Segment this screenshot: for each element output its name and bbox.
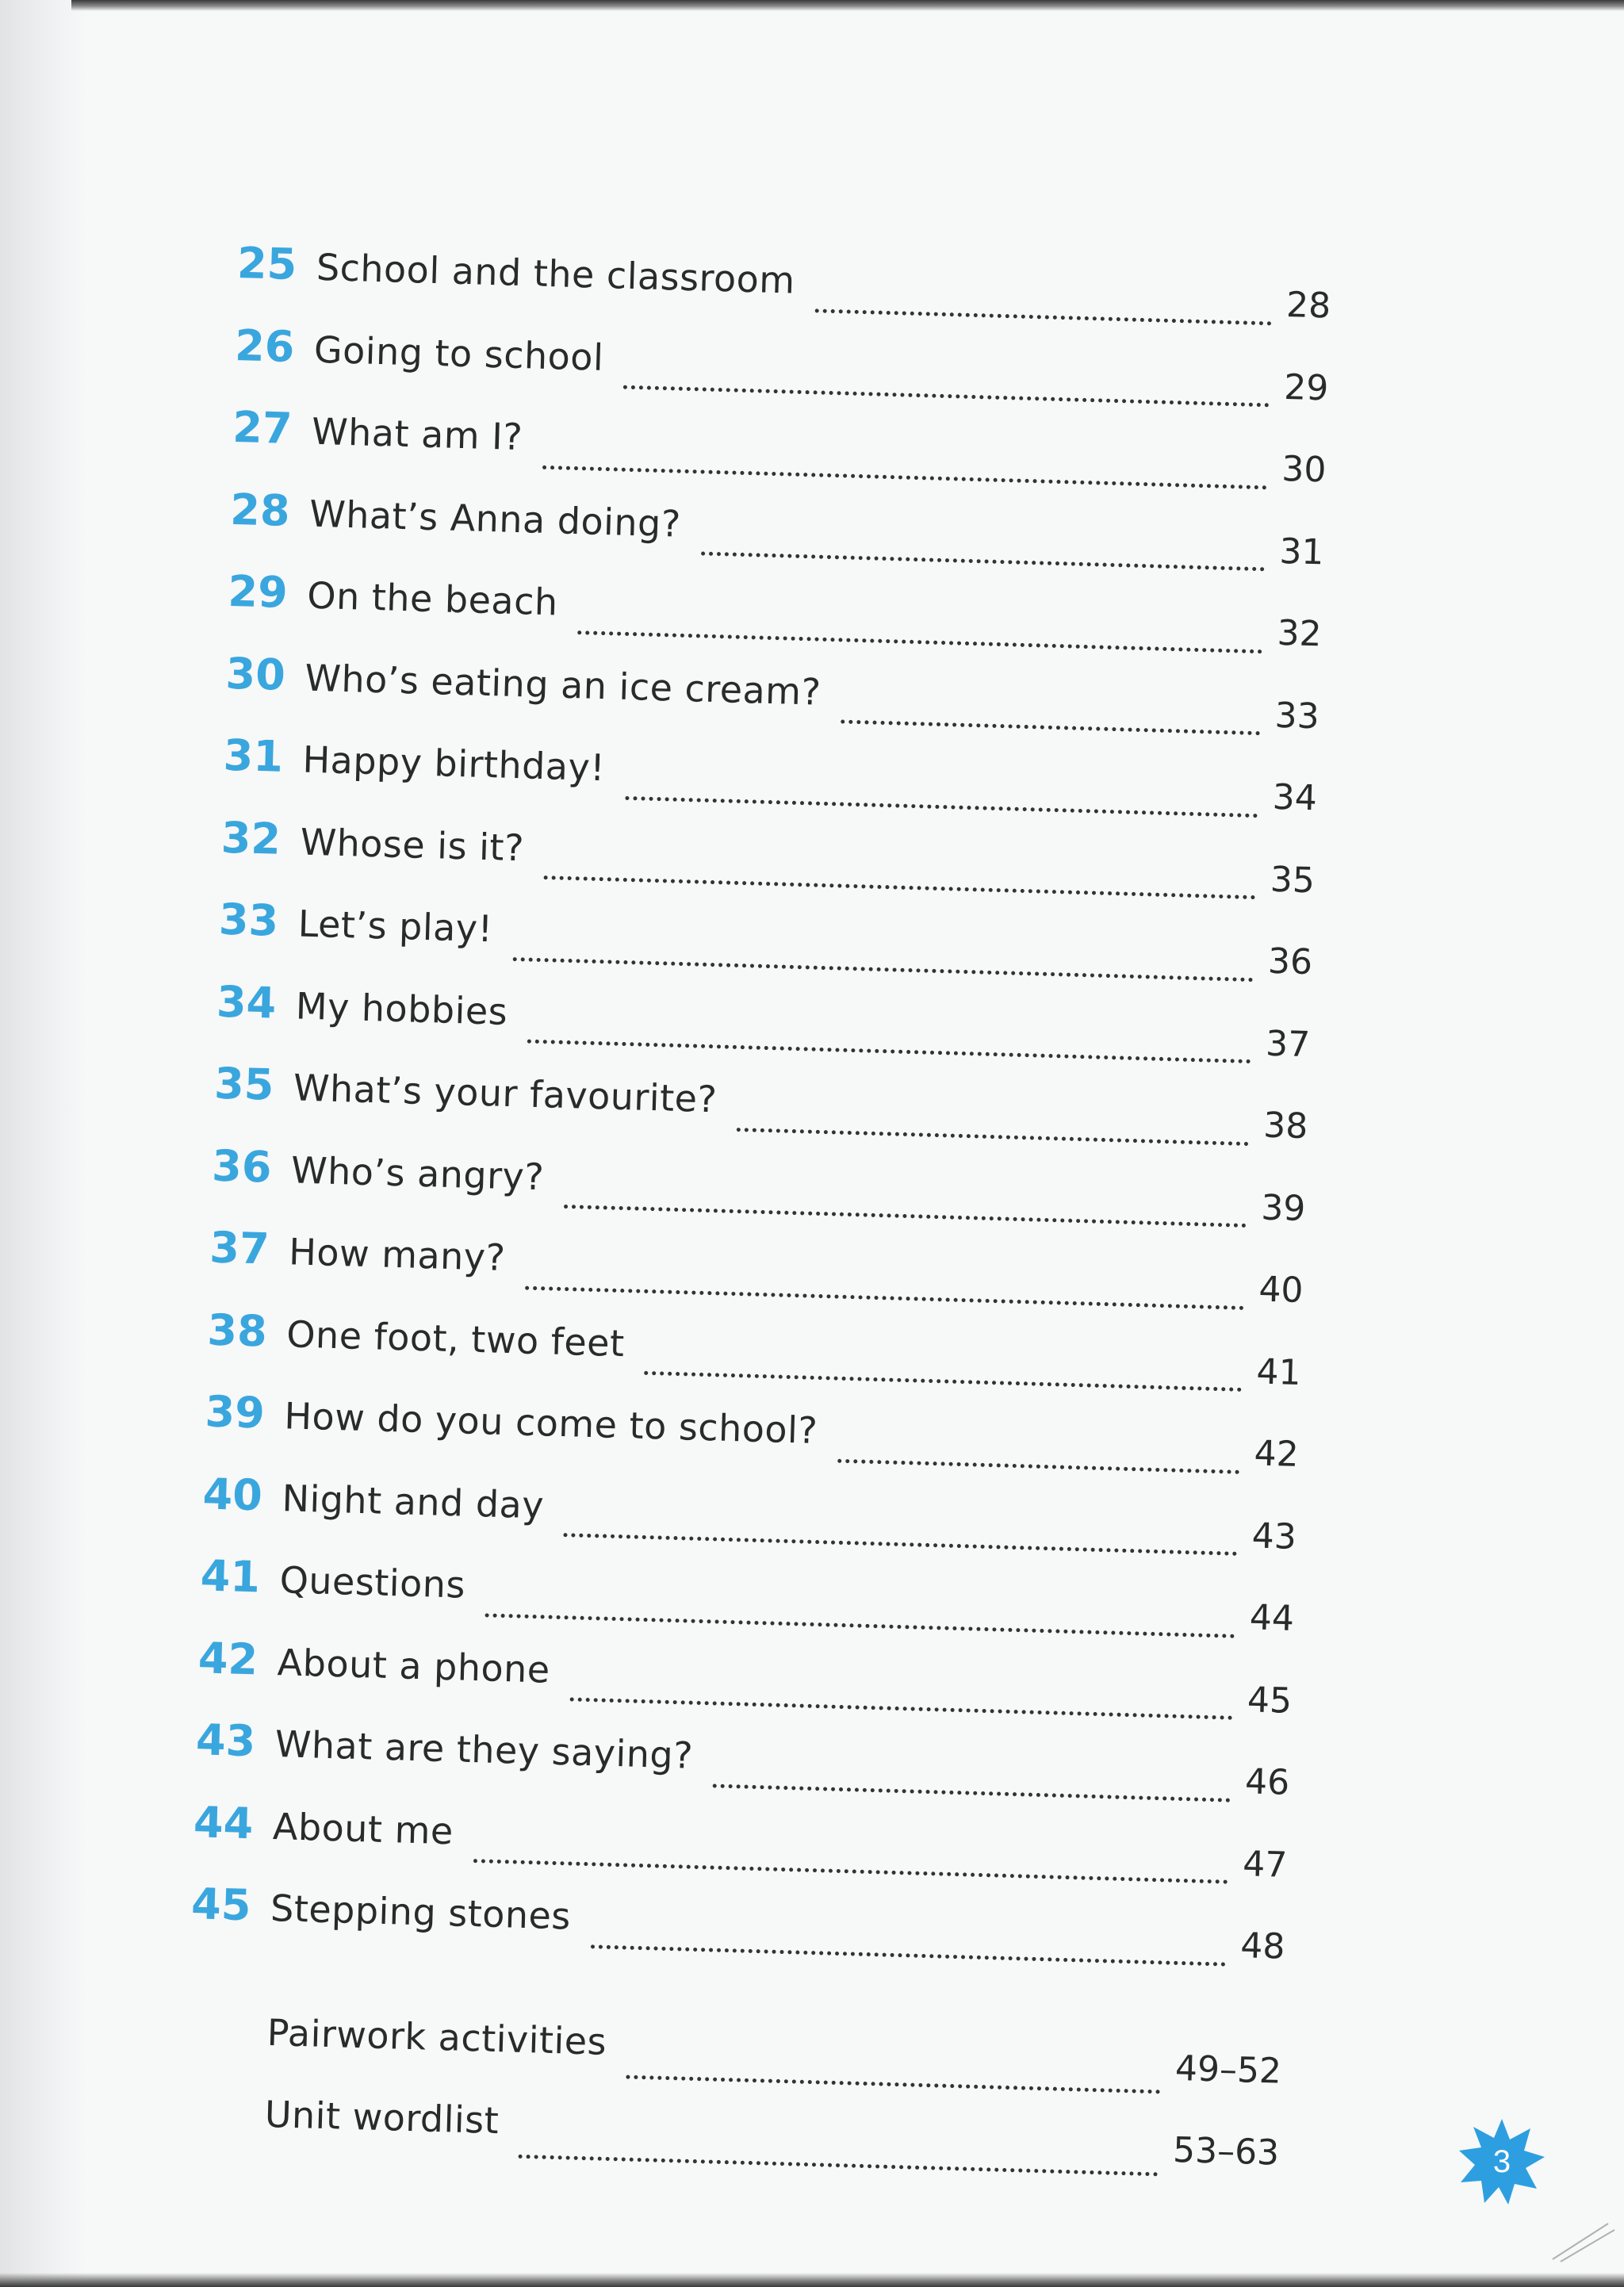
dot-leader bbox=[626, 2075, 1161, 2094]
dot-leader bbox=[519, 2154, 1158, 2176]
dot-leader bbox=[591, 1944, 1226, 1966]
page-ref: 36 bbox=[1267, 940, 1313, 983]
dot-leader bbox=[564, 1205, 1247, 1228]
dot-leader bbox=[527, 1040, 1251, 1063]
dot-leader bbox=[625, 795, 1258, 817]
unit-title: What am I? bbox=[311, 409, 523, 459]
unit-title: Whose is it? bbox=[300, 820, 525, 869]
page-bottom-edge bbox=[0, 2273, 1624, 2287]
page-ref: 32 bbox=[1276, 612, 1323, 655]
dot-leader bbox=[814, 308, 1271, 325]
dot-leader bbox=[841, 719, 1260, 735]
dot-leader bbox=[713, 1783, 1231, 1802]
dot-leader bbox=[837, 1458, 1239, 1473]
unit-number: 26 bbox=[234, 320, 296, 372]
page-ref: 41 bbox=[1255, 1350, 1302, 1393]
page-number: 3 bbox=[1492, 2144, 1511, 2179]
dot-leader bbox=[623, 385, 1269, 408]
unit-number: 36 bbox=[211, 1140, 273, 1193]
unit-title: About a phone bbox=[277, 1640, 551, 1691]
page-ref: 28 bbox=[1285, 284, 1331, 327]
unit-number: 41 bbox=[200, 1550, 261, 1603]
unit-title: What are they saying? bbox=[274, 1722, 694, 1777]
dot-leader bbox=[542, 465, 1267, 489]
dot-leader bbox=[701, 551, 1265, 571]
page-range: 53–63 bbox=[1172, 2129, 1280, 2174]
dot-leader bbox=[564, 1533, 1237, 1556]
unit-title: What’s your favourite? bbox=[293, 1066, 718, 1121]
unit-number: 37 bbox=[209, 1222, 270, 1274]
dot-leader bbox=[485, 1613, 1235, 1638]
page-ref: 34 bbox=[1272, 776, 1318, 819]
unit-number: 32 bbox=[220, 812, 282, 864]
dot-leader bbox=[570, 1697, 1233, 1719]
unit-title: How many? bbox=[288, 1230, 507, 1279]
page-ref: 42 bbox=[1253, 1433, 1300, 1475]
unit-title: About me bbox=[272, 1804, 454, 1852]
unit-number: 34 bbox=[216, 976, 278, 1029]
unit-number: 29 bbox=[227, 565, 289, 618]
dot-leader bbox=[512, 957, 1253, 982]
page-ref: 44 bbox=[1249, 1597, 1295, 1639]
unit-title: Happy birthday! bbox=[301, 737, 606, 790]
page-ref: 31 bbox=[1278, 531, 1325, 573]
unit-number: 25 bbox=[236, 238, 298, 290]
page-ref: 43 bbox=[1251, 1515, 1297, 1557]
dot-leader bbox=[525, 1285, 1244, 1309]
unit-number: 28 bbox=[229, 484, 291, 536]
unit-number: 40 bbox=[201, 1468, 263, 1520]
unit-number: 33 bbox=[218, 894, 280, 946]
unit-number: 30 bbox=[224, 648, 286, 700]
unit-number: 27 bbox=[232, 401, 293, 454]
page-corner-scratch bbox=[1545, 2216, 1616, 2263]
page-ref: 38 bbox=[1262, 1105, 1308, 1147]
page-ref: 45 bbox=[1247, 1679, 1293, 1722]
unit-title: School and the classroom bbox=[316, 245, 796, 302]
page-ref: 29 bbox=[1283, 366, 1329, 408]
page-ref: 39 bbox=[1260, 1187, 1307, 1229]
dot-leader bbox=[644, 1371, 1242, 1392]
page-range: 49–52 bbox=[1174, 2048, 1282, 2092]
unit-title: Night and day bbox=[281, 1476, 545, 1527]
unit-number: 43 bbox=[195, 1714, 257, 1767]
unit-title: Stepping stones bbox=[270, 1886, 572, 1938]
unit-title: My hobbies bbox=[295, 983, 508, 1033]
unit-title: Questions bbox=[279, 1558, 466, 1607]
unit-number: 38 bbox=[206, 1304, 268, 1357]
dot-leader bbox=[577, 630, 1262, 653]
unit-title: Who’s eating an ice cream? bbox=[304, 656, 822, 714]
page-top-edge bbox=[71, 0, 1624, 11]
section-title: Unit wordlist bbox=[264, 2092, 500, 2143]
page-ref: 47 bbox=[1242, 1843, 1288, 1886]
page-ref: 48 bbox=[1239, 1925, 1286, 1967]
unit-number: 31 bbox=[222, 730, 284, 782]
unit-number: 39 bbox=[204, 1386, 266, 1438]
section-title: Pairwork activities bbox=[266, 2010, 607, 2063]
unit-title: One foot, two feet bbox=[285, 1312, 626, 1365]
unit-title: How do you come to school? bbox=[283, 1394, 818, 1452]
unit-number: 45 bbox=[190, 1879, 252, 1931]
unit-number: 44 bbox=[193, 1796, 255, 1848]
unit-number: 42 bbox=[197, 1632, 259, 1684]
table-of-contents bbox=[184, 238, 1332, 2203]
dot-leader bbox=[473, 1859, 1228, 1884]
unit-title: Going to school bbox=[313, 328, 605, 379]
dot-leader bbox=[737, 1128, 1248, 1146]
page-ref: 33 bbox=[1274, 695, 1320, 737]
page-ref: 30 bbox=[1281, 448, 1327, 491]
unit-title: On the beach bbox=[306, 573, 559, 624]
page-ref: 35 bbox=[1270, 859, 1316, 901]
unit-title: Let’s play! bbox=[297, 902, 494, 951]
dot-leader bbox=[544, 875, 1256, 899]
unit-title: What’s Anna doing? bbox=[308, 492, 682, 546]
page-ref: 37 bbox=[1265, 1023, 1311, 1065]
page-ref: 46 bbox=[1244, 1761, 1290, 1803]
unit-number: 35 bbox=[213, 1058, 275, 1110]
page-ref: 40 bbox=[1258, 1269, 1304, 1312]
unit-title: Who’s angry? bbox=[290, 1147, 545, 1198]
page-gutter-shadow bbox=[0, 0, 87, 2287]
page-number-badge bbox=[1457, 2117, 1546, 2206]
